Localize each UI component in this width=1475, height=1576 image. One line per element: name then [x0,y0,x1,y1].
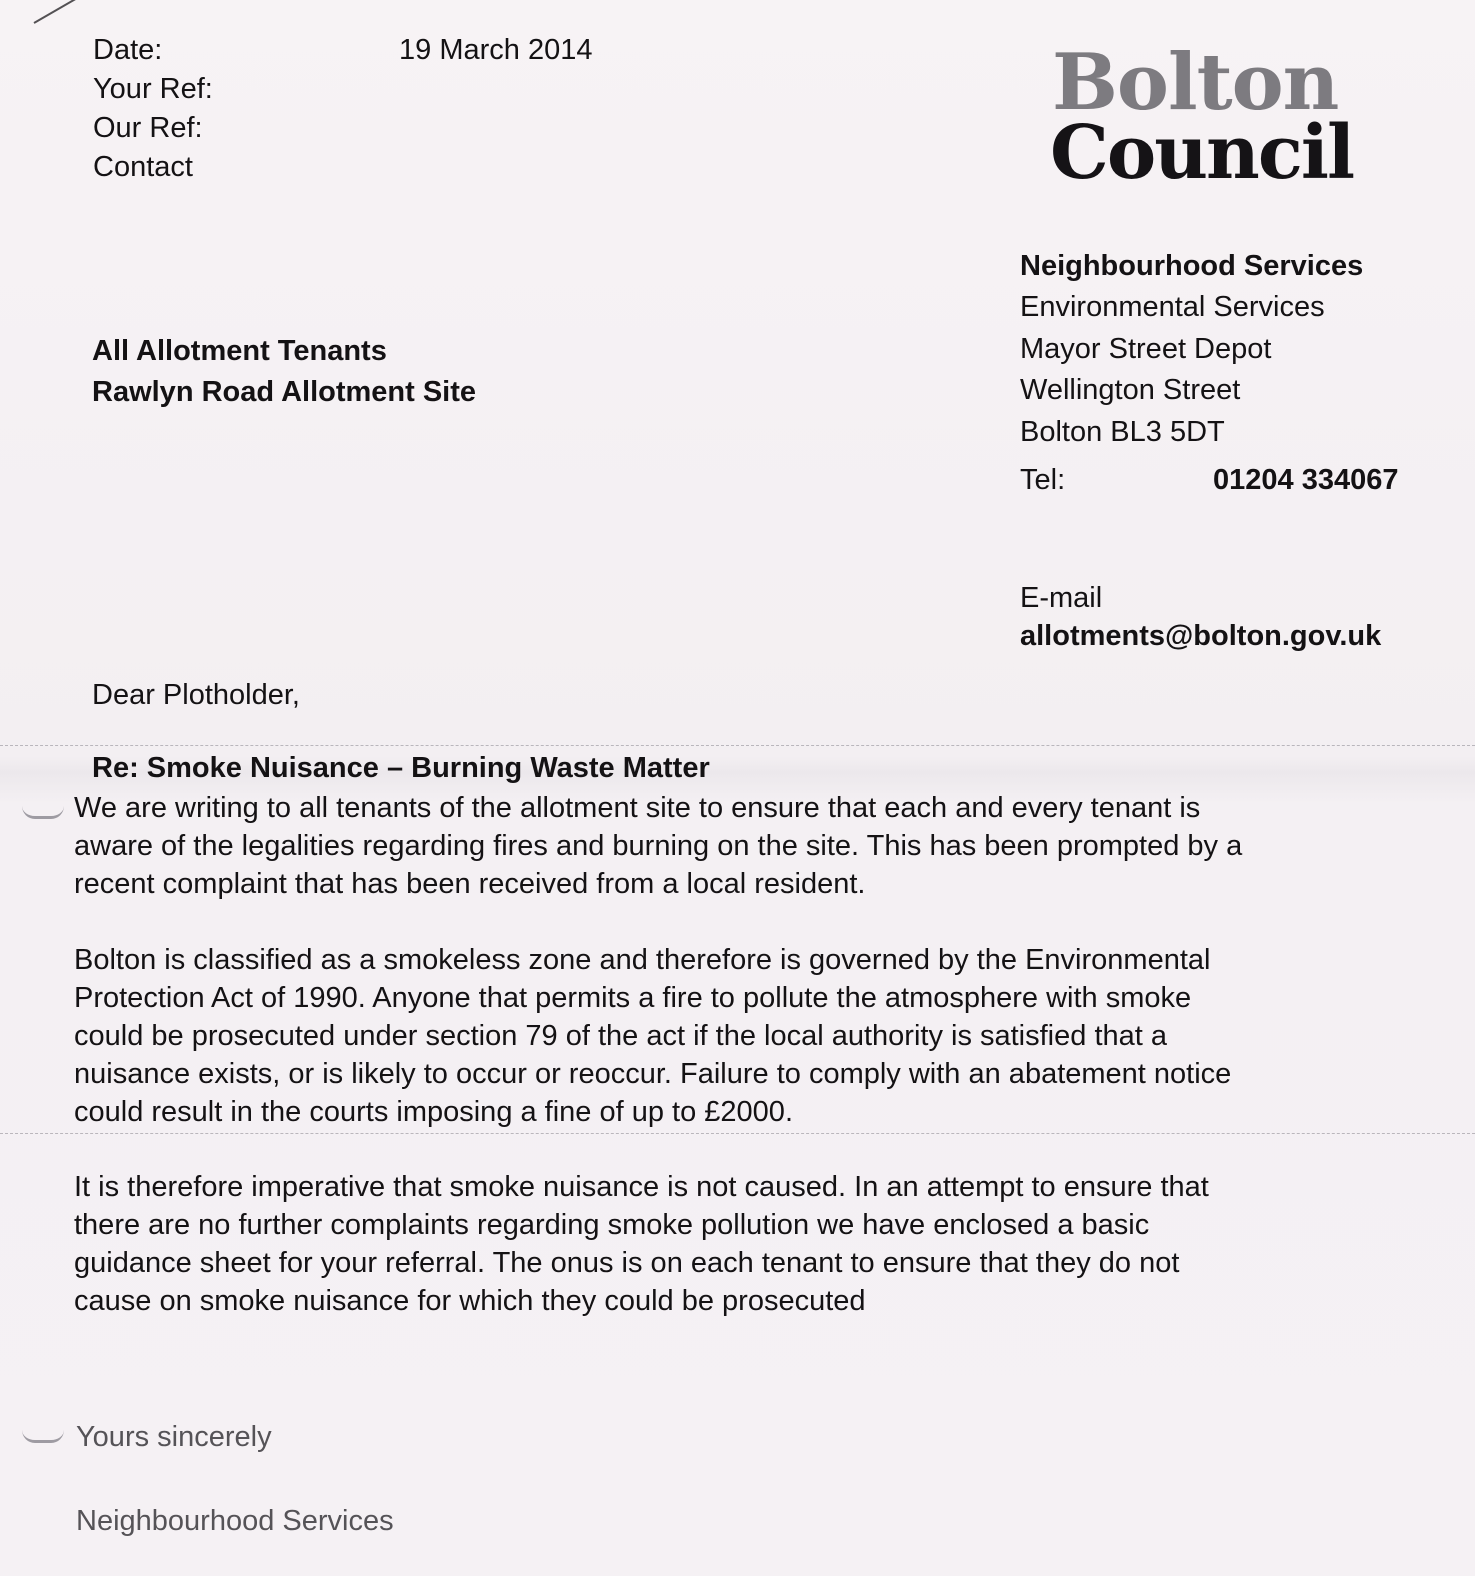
your-ref-label: Your Ref: [93,73,213,105]
logo-line-2: Council [1050,110,1354,196]
subject-line: Re: Smoke Nuisance – Burning Waste Matter [92,752,710,784]
salutation: Dear Plotholder, [92,679,300,711]
sender-address-line: Mayor Street Depot [1020,333,1272,365]
our-ref-label: Our Ref: [93,112,203,144]
bolton-council-logo [1050,37,1354,196]
sender-department: Neighbourhood Services [1020,250,1364,282]
recipient-line-2: Rawlyn Road Allotment Site [92,376,477,408]
pen-mark [34,0,113,24]
paragraph-1: We are writing to all tenants of the allotment site to ensure that each and every tenant is aware of the legalities regarding fires and burning on the site. This has been prompted by a recent complaint that has been received from a local resident. [74,792,1243,900]
fold-line [0,745,1475,746]
punch-hole [22,1430,64,1443]
email-value: allotments@bolton.gov.uk [1020,620,1382,652]
fold-line [0,1133,1475,1134]
paragraph-2: Bolton is classified as a smokeless zone and therefore is governed by the Environmental Protection Act of 1990. Anyone that permits a fire to pollute the atmosphere with smoke could be prosecuted under section 79 of the act if the local authority is satisfied that a nuisance exists, or is likely to occur or reoccur. Failure to comply with an abatement notice could result in the courts imposing a fine of up to £2000. [74,944,1232,1128]
sender-address-line: Bolton BL3 5DT [1020,416,1225,448]
signoff: Neighbourhood Services [76,1505,394,1537]
closing: Yours sincerely [76,1421,272,1453]
date-label: Date: [93,34,163,66]
logo-line-1: Bolton [1052,37,1339,128]
sender-address-line: Wellington Street [1020,374,1241,406]
tel-value: 01204 334067 [1213,464,1399,496]
sender-address-line: Environmental Services [1020,291,1325,323]
punch-hole [22,806,64,819]
contact-label: Contact [93,151,193,183]
tel-label: Tel: [1020,464,1066,496]
recipient-line-1: All Allotment Tenants [92,335,387,367]
email-label: E-mail [1020,582,1103,614]
paragraph-3: It is therefore imperative that smoke nuisance is not caused. In an attempt to ensure that there are no further complaints regarding smoke pollution we have enclosed a basic guidance sheet for your referral. The onus is on each tenant to ensure that they do not cause on smoke nuisance for which they could be prosecuted [74,1171,1209,1317]
date-value: 19 March 2014 [399,34,593,66]
